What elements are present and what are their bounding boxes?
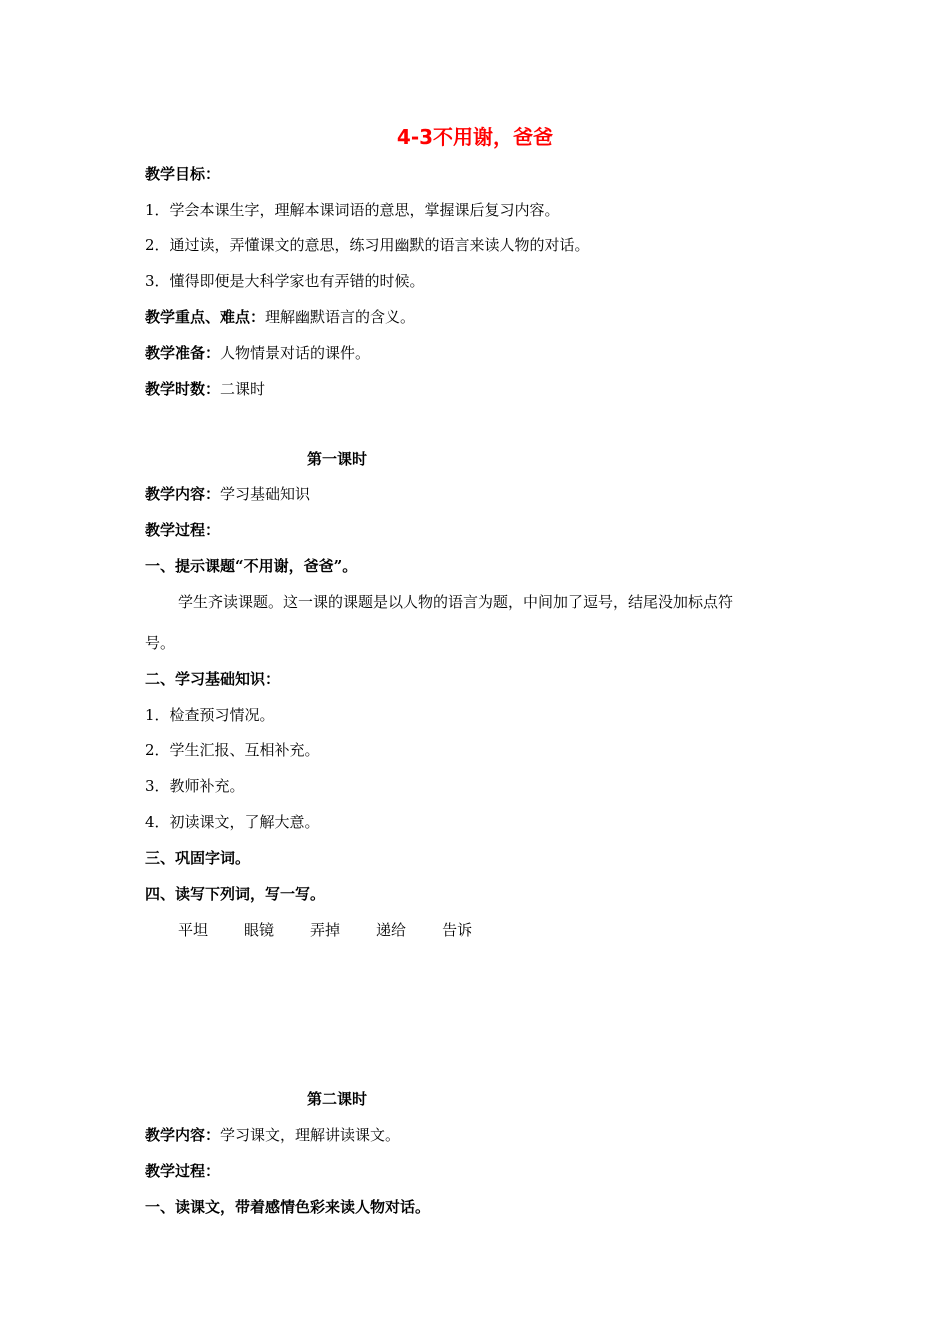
lesson1-heading: 第一课时 [306, 450, 367, 468]
lesson1-process-label: 教学过程： [145, 521, 221, 539]
lesson1-section3: 三、巩固字词。 [145, 849, 251, 867]
lesson1-section2-item: 2．学生汇报、互相补充。 [145, 741, 320, 759]
lesson1-section2: 二、学习基础知识： [145, 670, 281, 688]
objectives-label: 教学目标： [145, 165, 221, 183]
lesson1-section2-item: 1．检查预习情况。 [145, 706, 275, 724]
vocabulary-word: 平坦 [178, 921, 209, 939]
lesson2-content-value: 学习课文，理解讲读课文。 [220, 1126, 401, 1144]
lesson1-section4: 四、读写下列词，写一写。 [145, 885, 326, 903]
vocabulary-word: 递给 [376, 921, 407, 939]
lesson1-section1-text: 学生齐读课题。这一课的课题是以人物的语言为题，中间加了逗号，结尾没加标点符 [178, 593, 734, 611]
lesson2-process-label: 教学过程： [145, 1162, 221, 1180]
lesson2-section1: 一、读课文，带着感情色彩来读人物对话。 [145, 1198, 431, 1216]
vocabulary-word: 弄掉 [310, 921, 341, 939]
document-title: 4-3不用谢，爸爸 [396, 125, 554, 149]
lesson1-content-value: 学习基础知识 [220, 485, 311, 503]
lesson1-section2-item: 3．教师补充。 [145, 777, 245, 795]
hours-label: 教学时数： [145, 380, 221, 398]
lesson2-content-label: 教学内容： [145, 1126, 221, 1144]
hours-value: 二课时 [220, 380, 266, 398]
lesson1-section1-text-cont: 号。 [145, 634, 176, 652]
hours-row [145, 379, 265, 399]
objective-item: 2．通过读，弄懂课文的意思，练习用幽默的语言来读人物的对话。 [145, 236, 590, 254]
lesson2-content-row [145, 1125, 400, 1145]
preparation-value: 人物情景对话的课件。 [220, 344, 371, 362]
preparation-row [145, 343, 370, 363]
lesson1-content-row [145, 484, 310, 504]
key-points-label: 教学重点、难点： [145, 308, 266, 326]
lesson1-content-label: 教学内容： [145, 485, 221, 503]
key-points-value: 理解幽默语言的含义。 [265, 308, 416, 326]
vocabulary-row [178, 920, 508, 940]
vocabulary-word: 告诉 [442, 921, 473, 939]
key-points-row [145, 307, 415, 327]
vocabulary-word: 眼镜 [244, 921, 275, 939]
preparation-label: 教学准备： [145, 344, 221, 362]
lesson1-section1: 一、提示课题“不用谢，爸爸”。 [145, 557, 358, 575]
objective-item: 1．学会本课生字，理解本课词语的意思，掌握课后复习内容。 [145, 201, 560, 219]
objective-item: 3．懂得即便是大科学家也有弄错的时候。 [145, 272, 425, 290]
lesson1-section2-item: 4．初读课文，了解大意。 [145, 813, 320, 831]
lesson2-heading: 第二课时 [306, 1090, 367, 1108]
